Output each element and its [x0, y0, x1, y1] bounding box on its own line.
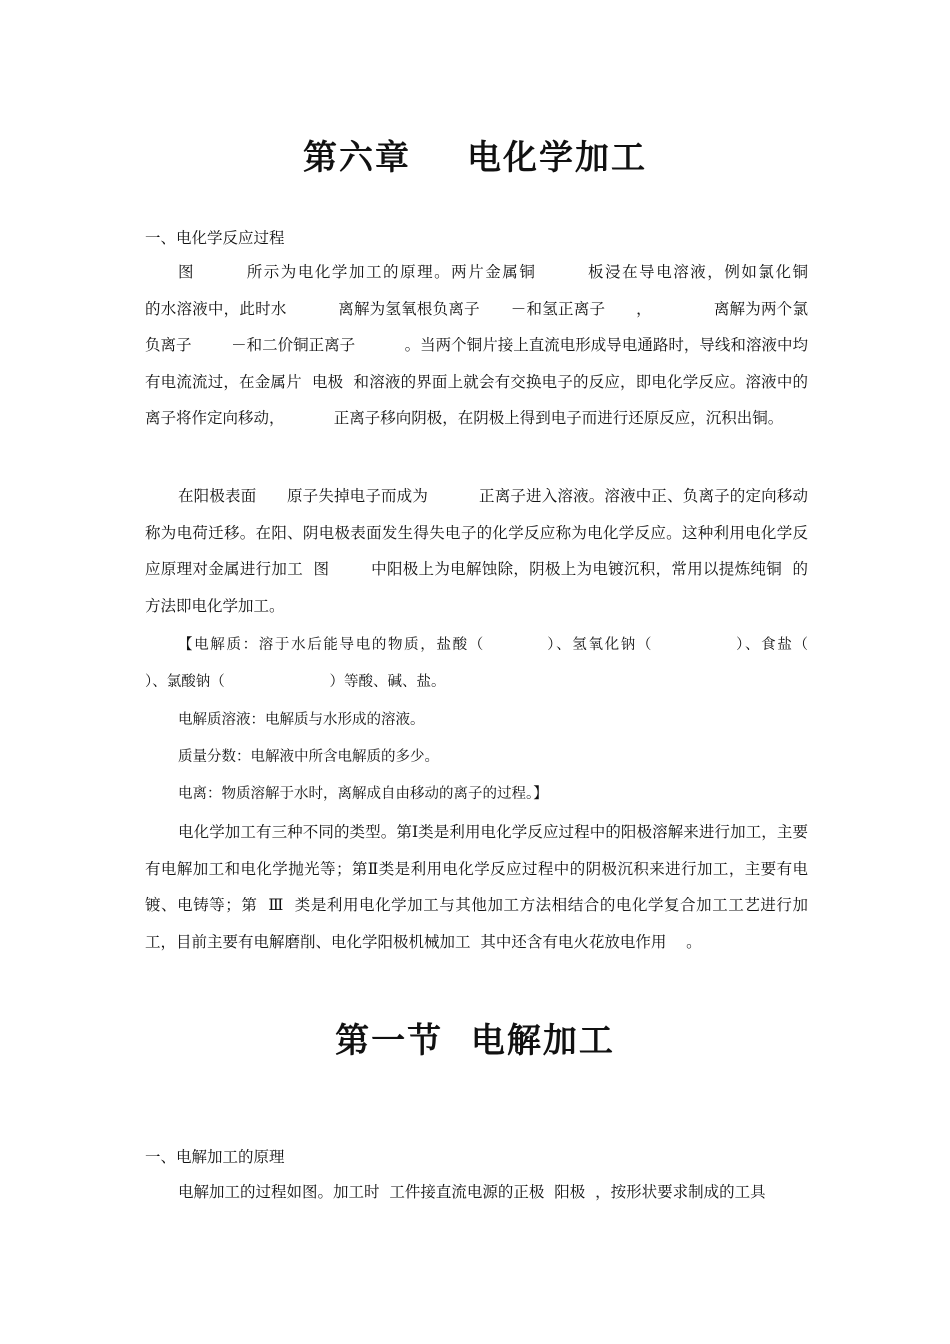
- note-electrolyte-solution: 电解质溶液：电解质与水形成的溶液。: [178, 712, 425, 728]
- heading-electrochemical-reaction: 一、电化学反应过程: [145, 229, 285, 247]
- note-mass-fraction: 质量分数：电解液中所含电解质的多少。: [178, 749, 439, 765]
- paragraph-electrolytic-process: 电解加工的过程如图。加工时 工件接直流电源的正极 阳极 ，按形状要求制成的工具: [178, 1183, 766, 1201]
- heading-electrolytic-principle: 一、电解加工的原理: [145, 1148, 285, 1166]
- chapter-name: 电化学加工: [467, 138, 647, 178]
- paragraph-types: 电化学加工有三种不同的类型。第Ⅰ类是利用电化学反应过程中的阳极溶解来进行加工，主要有电解加工和电化学抛光等；第Ⅱ类是利用电化学反应过程中的阴极沉积来进行加工，主要有电镀、电铸等；第 Ⅲ 类是利用电化学加工与其他加工方法相结合的电化学复合加工工艺进行加工，目前主要有电解磨削、电化学阳极机械加工 其中还含有电火花放电作用 。: [145, 823, 808, 951]
- section-title: 第一节 电解加工: [335, 1021, 615, 1061]
- paragraph-principle: 图 所示为电化学加工的原理。两片金属铜 板浸在导电溶液，例如氯化铜 的水溶液中，此时水 离解为氢氧根负离子 －和氢正离子 ， 离解为两个氯负离子 －和二价铜正离子 。当两个铜片接上直流电形成导电通路时，导线和溶液中均有电流流过，在金属片 电极 和溶液的界面上就会有交换电子的反应，即电化学反应。溶液中的离子将作定向移动， 正离子移向阴极，在阴极上得到电子而进行还原反应，沉积出铜。: [145, 263, 887, 427]
- paragraph-anode-surface: 在阳极表面 原子失掉电子而成为 正离子进入溶液。溶液中正、负离子的定向移动称为电荷迁移。在阳、阴电极表面发生得失电子的化学反应称为电化学反应。这种利用电化学反应原理对金属进行加工 图 中阳极上为电解蚀除，阴极上为电镀沉积，常用以提炼纯铜 的方法即电化学加工。: [145, 487, 808, 615]
- chapter-number: 第六章: [303, 138, 411, 178]
- note-electrolyte: 【电解质：溶于水后能导电的物质，盐酸（ ）、氢氧化钠（ ）、食盐（ ）、氯酸钠（ ）等酸、碱、盐。: [145, 637, 878, 690]
- chapter-title: [0, 130, 950, 179]
- note-ionization: 电离：物质溶解于水时，离解成自由移动的离子的过程。】: [178, 786, 548, 802]
